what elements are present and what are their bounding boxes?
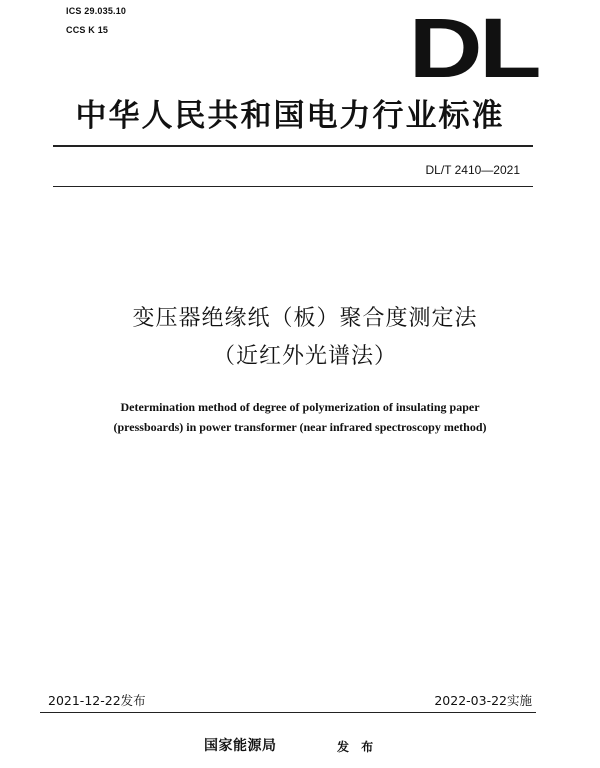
ccs-code: CCS K 15 — [66, 25, 109, 35]
dl-logo: DL — [408, 1, 538, 95]
publisher-name: 国家能源局 — [204, 738, 277, 754]
standard-number: DL/T 2410—2021 — [425, 163, 520, 177]
ics-code: ICS 29.035.10 — [66, 6, 127, 16]
implementation-date: 2022-03-22实施 — [434, 693, 532, 708]
footer-divider — [40, 712, 536, 713]
chinese-title-line-2: （近红外光谱法） — [212, 344, 397, 369]
issue-date: 2021-12-22发布 — [48, 693, 146, 708]
top-divider — [53, 145, 533, 147]
publish-label: 发 布 — [337, 740, 378, 754]
header-divider — [53, 186, 533, 187]
chinese-title-line-1: 变压器绝缘纸（板）聚合度测定法 — [132, 306, 478, 331]
standard-category-heading: 中华人民共和国电力行业标准 — [75, 98, 505, 134]
english-title-line-2: (pressboards) in power transformer (near infrared spectroscopy method) — [113, 420, 487, 434]
english-title-line-1: Determination method of degree of polymerization of insulating paper — [120, 400, 480, 414]
